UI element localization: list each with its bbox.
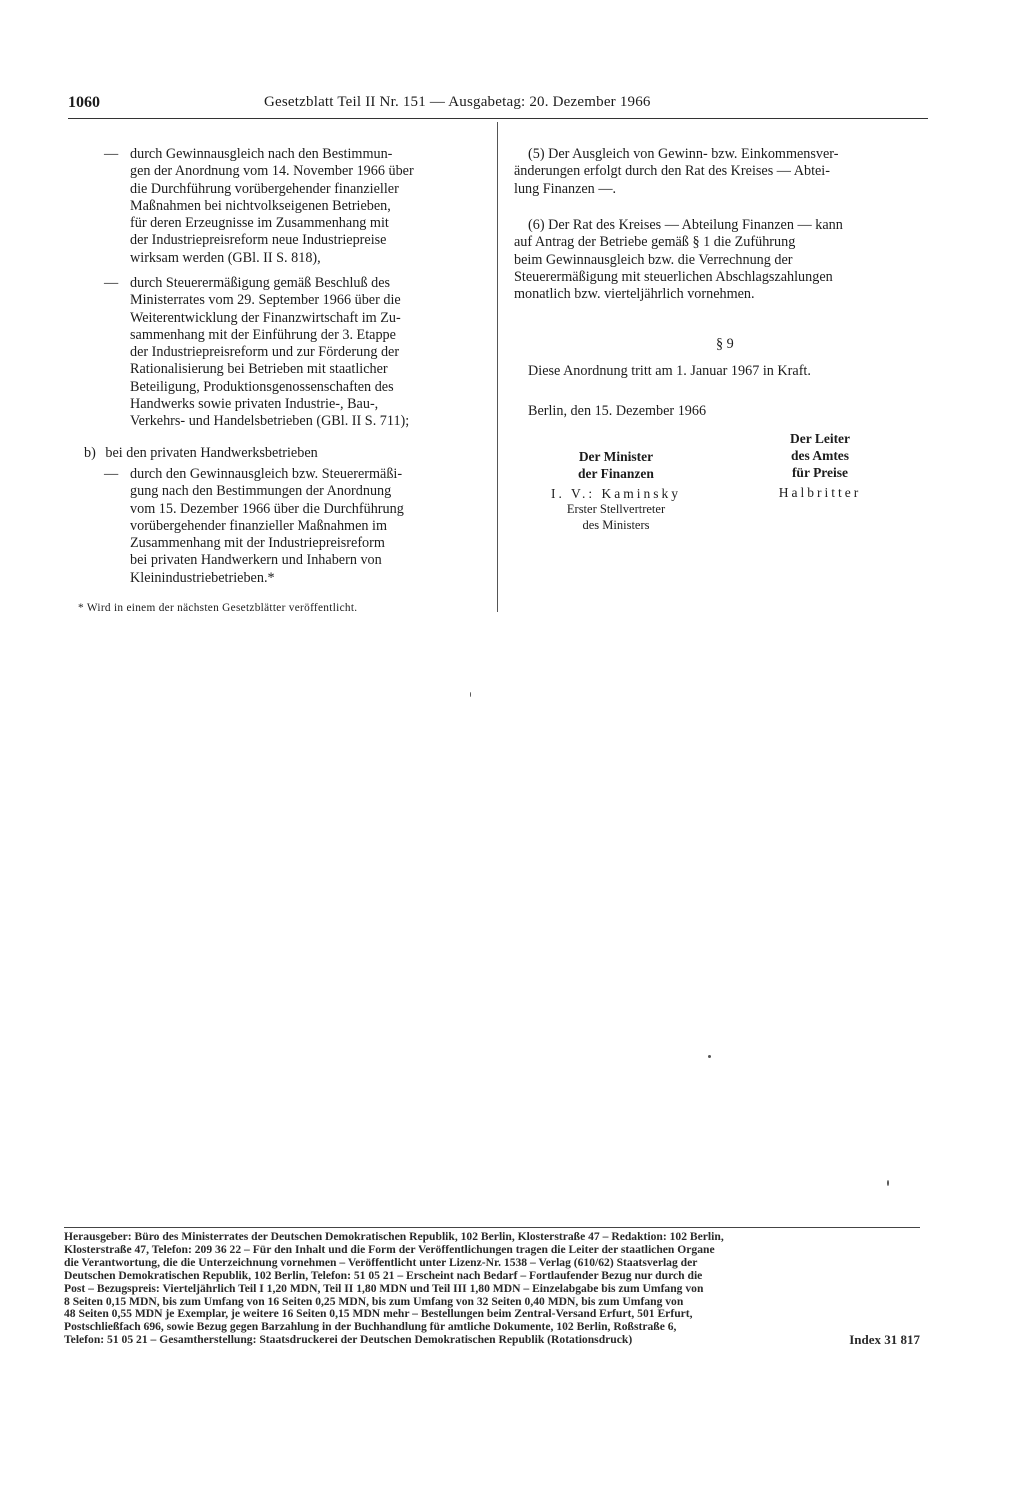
text-line: (5) Der Ausgleich von Gewinn- bzw. Einkommensver- bbox=[528, 146, 839, 162]
effective-date-text: Diese Anordnung tritt am 1. Januar 1967 in Kraft. bbox=[528, 363, 811, 379]
list-item-b bbox=[84, 445, 484, 462]
imprint-line-last bbox=[64, 1334, 920, 1347]
text-line: vorübergehender finanzieller Maßnahmen im bbox=[130, 517, 387, 534]
list-item-text bbox=[130, 146, 480, 267]
text-line: vom 15. Dezember 1966 über die Durchführung bbox=[130, 500, 404, 517]
imprint-line: Herausgeber: Büro des Ministerrates der Deutschen Demokratischen Republik, 102 Berlin, Klosterstraße 47 – Redaktion: 102 Berlin, bbox=[64, 1230, 724, 1243]
text-line: der Industriepreisreform neue Industriepreise bbox=[130, 232, 387, 249]
text-line: wirksam werden (GBl. II S. 818), bbox=[130, 249, 321, 266]
column-divider bbox=[497, 122, 498, 612]
footnote: * Wird in einem der nächsten Gesetzblätter veröffentlicht. bbox=[78, 602, 358, 614]
text-line: auf Antrag der Betriebe gemäß § 1 die Zuführung bbox=[514, 234, 796, 251]
dash-marker: — bbox=[104, 275, 119, 291]
text-line: gen der Anordnung vom 14. November 1966 über bbox=[130, 163, 414, 180]
text-line: Ministerrates vom 29. September 1966 über die bbox=[130, 292, 401, 309]
text-line: lung Finanzen —. bbox=[514, 180, 617, 197]
list-item-b-text: bei den privaten Handwerksbetrieben bbox=[105, 445, 318, 461]
text-line: die Durchführung vorübergehender finanzieller bbox=[130, 180, 399, 197]
signatory-name: Halbritter bbox=[778, 485, 862, 500]
text-line: Zusammenhang mit der Industriepreisreform bbox=[130, 535, 385, 552]
scan-speck bbox=[887, 1180, 889, 1186]
index-number: Index 31 817 bbox=[849, 1332, 920, 1348]
text-line: der Industriepreisreform und zur Förderung der bbox=[130, 344, 400, 361]
paragraph-6 bbox=[514, 217, 924, 303]
list-label-b: b) bbox=[84, 445, 96, 461]
imprint-line: Deutschen Demokratischen Republik, 102 Berlin, Telefon: 51 05 21 – Erscheint nach Bedarf – Fortlaufender Bezug nur durch die bbox=[64, 1268, 703, 1282]
page-header bbox=[68, 94, 924, 116]
text-line: Handwerks sowie privaten Industrie-, Bau-, bbox=[130, 396, 379, 413]
imprint-line: 48 Seiten 0,55 MDN je Exemplar, je weitere 16 Seiten 0,15 MDN mehr – Bestellungen beim Zentral-Versand Erfurt, 501 Erfurt, bbox=[64, 1307, 693, 1321]
text-line: Weiterentwicklung der Finanzwirtschaft im Zu- bbox=[130, 309, 401, 326]
dash-marker: — bbox=[104, 146, 119, 162]
text-line: Verkehrs- und Handelsbetrieben (GBl. II S. 711); bbox=[130, 413, 410, 430]
text-line: beim Gewinnausgleich bzw. die Verrechnung der bbox=[514, 251, 793, 268]
signatory-title: Der Leiter bbox=[789, 431, 851, 446]
text-line: bei privaten Handwerkern und Inhabern von bbox=[130, 552, 382, 569]
text-line: durch Steuerermäßigung gemäß Beschluß des bbox=[130, 275, 391, 291]
signatory-title: der Finanzen bbox=[578, 466, 654, 481]
imprint-line: die Verantwortung, die die Unterzeichnung vornehmen – Veröffentlicht unter Lizenz-Nr. 1538 – Verlag (610/62) Staatsverlag der bbox=[64, 1255, 698, 1269]
imprint bbox=[64, 1231, 920, 1347]
text-line: Beteiligung, Produktionsgenossenschaften des bbox=[130, 378, 394, 395]
text-line: Steuerermäßigung mit steuerlichen Abschlagszahlungen bbox=[514, 268, 833, 285]
text-line: durch den Gewinnausgleich bzw. Steuerermäßi- bbox=[130, 466, 403, 482]
imprint-rule bbox=[64, 1227, 920, 1228]
imprint-line: Post – Bezugspreis: Vierteljährlich Teil I 1,20 MDN, Teil II 1,80 MDN und Teil III 1,80 MDN – Einzelabgabe bis zum Umfang von bbox=[64, 1281, 704, 1295]
signatory-title: Der Minister bbox=[578, 449, 654, 464]
dash-marker: — bbox=[104, 466, 119, 482]
imprint-line: Klosterstraße 47, Telefon: 209 36 22 – Für den Inhalt und die Form der Veröffentlichungen tragen die Leiter der staatlichen Organe bbox=[64, 1242, 715, 1256]
signatory-role: des Ministers bbox=[582, 517, 650, 532]
paragraph-5 bbox=[514, 146, 924, 198]
signatory-title: für Preise bbox=[791, 465, 849, 480]
text-line: Kleinindustriebetrieben.* bbox=[130, 569, 275, 586]
place-date: Berlin, den 15. Dezember 1966 bbox=[528, 403, 707, 419]
section-heading: § 9 bbox=[716, 336, 734, 352]
text-line: gung nach den Bestimmungen der Anordnung bbox=[130, 483, 392, 500]
list-item-text bbox=[130, 466, 480, 587]
scan-speck bbox=[708, 1055, 711, 1058]
text-line: (6) Der Rat des Kreises — Abteilung Finanzen — kann bbox=[528, 217, 843, 233]
scan-speck bbox=[470, 692, 471, 697]
text-line: monatlich bzw. vierteljährlich vornehmen. bbox=[514, 286, 755, 303]
imprint-line: Postschließfach 696, sowie Bezug gegen Barzahlung in der Buchhandlung für amtliche Dokumente, 102 Berlin, Roßstraße 6, bbox=[64, 1320, 677, 1334]
signatory-role: Erster Stellvertreter bbox=[566, 502, 666, 516]
text-line: änderungen erfolgt durch den Rat des Kreises — Abtei- bbox=[514, 163, 830, 180]
imprint-line: 8 Seiten 0,15 MDN, bis zum Umfang von 16 Seiten 0,25 MDN, bis zum Umfang von 32 Seiten 0,40 MDN, bis zum Umfang von bbox=[64, 1294, 684, 1308]
text-line: sammenhang mit der Einführung der 3. Etappe bbox=[130, 326, 396, 343]
text-line: Maßnahmen bei nichtvolkseigenen Betrieben, bbox=[130, 197, 391, 214]
signatory-name: I. V.: Kaminsky bbox=[550, 486, 681, 501]
signature-minister-finanzen bbox=[526, 448, 706, 533]
signatory-title: des Amtes bbox=[790, 448, 850, 463]
list-item-text bbox=[130, 275, 480, 431]
text-line: Rationalisierung bei Betrieben mit staatlicher bbox=[130, 361, 388, 378]
imprint-line: Telefon: 51 05 21 – Gesamtherstellung: Staatsdruckerei der Deutschen Demokratischen Republik (Rotationsdruck) bbox=[64, 1333, 633, 1347]
gazette-title: Gesetzblatt Teil II Nr. 151 — Ausgabetag: 20. Dezember 1966 bbox=[264, 94, 651, 110]
text-line: durch Gewinnausgleich nach den Bestimmun- bbox=[130, 146, 393, 162]
header-rule bbox=[68, 118, 928, 119]
page-number: 1060 bbox=[68, 94, 100, 111]
text-line: für deren Erzeugnisse im Zusammenhang mit bbox=[130, 215, 389, 232]
signature-amt-fuer-preise bbox=[730, 430, 910, 501]
